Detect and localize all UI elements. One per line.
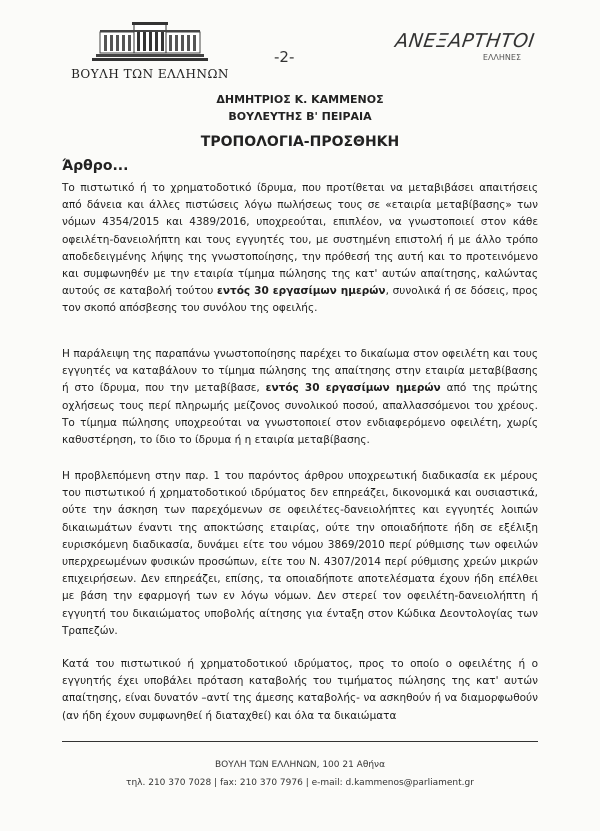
paragraph-text: Το πιστωτικό ή το χρηματοδοτικό ίδρυμα, που προτίθεται να μεταβιβάσει απαιτήσεις από δάνεια και άλλες πιστώσεις λόγω πωλήσεως τους σε «εταιρία μεταβίβασης» των νόμων 4354/2015 και 4389/2016, υποχρεούται, επιπλέον, να γνωστοποιεί στον κάθε οφειλέτη-δανειολήπτη και τους εγγυητές του, με συστημένη επιστολή ή με άλλο τρόπο αποδεδειγμένης λήψης της γνωστοποίησης, την πρόθεσή της αυτή και το προτεινόμενο και συμφωνηθέν με την εταιρία τίμημα πώλησης της κατ' αυτών απαίτησης, καλώντας αυτούς σε καταβολή τούτου [62, 182, 538, 298]
paragraph-text: , συνολικά ή σε δόσεις, προς τον σκοπό απόσβεσης του συνόλου της οφειλής. [62, 285, 538, 315]
article-heading: Άρθρο... [62, 158, 129, 174]
page-number: -2- [274, 48, 295, 66]
party-subtitle: ΕΛΛΗΝΕΣ [482, 53, 521, 62]
emphasis-text: εντός 30 εργασίμων ημερών [217, 285, 386, 298]
author-name: ΔΗΜΗΤΡΙΟΣ Κ. ΚΑΜΜΕΝΟΣ [216, 93, 384, 106]
emphasis-text: εντός 30 εργασίμων ημερών [265, 382, 441, 395]
footer-divider [62, 741, 538, 742]
footer-contact: τηλ. 210 370 7028 | fax: 210 370 7976 | e-mail: d.kammenos@parliament.gr [126, 778, 474, 788]
footer-address: ΒΟΥΛΗ ΤΩΝ ΕΛΛΗΝΩΝ, 100 21 Αθήνα [214, 760, 386, 770]
paragraph-4: Κατά του πιστωτικού ή χρηματοδοτικού ιδρύματος, προς το οποίο ο οφειλέτης ή ο εγγυητής έχει υποβάλει πρόταση καταβολής του τιμήματος πώλησης της κατ' αυτών απαίτησης, είναι δυνατόν –αντί της άμεσης καταβολής- να ασκηθούν ή να διαμορφωθούν (αν ήδη έχουν συμφωνηθεί ή διαταχθεί) και όλα τα δικαιώματα [62, 658, 538, 722]
org-name: ΒΟΥΛΗ ΤΩΝ ΕΛΛΗΝΩΝ [71, 67, 229, 81]
paragraph-1 [62, 180, 538, 318]
paragraph-text: από της πρώτης οχλήσεως τους περί πληρωμής μείζονος συνολικού ποσού, απαλλασσόμενοι του χρέους. Το τίμημα πώλησης υποχρεούται να γνωστοποιεί στον ενδιαφερόμενο οφειλέτη, χωρίς καθυστέρηση, το ίδιο το ίδρυμα ή η εταιρία μεταβίβασης. [62, 382, 538, 447]
party-name: ΑΝΕΞΑΡΤΗΤΟΙ [393, 30, 537, 52]
paragraph-text: Η παράλειψη της παραπάνω γνωστοποίησης παρέχει το δικαίωμα στον οφειλέτη και τους εγγυητές να καταβάλουν το τίμημα πώλησης της απαίτησης στην εταιρία μεταβίβασης ή στο ίδρυμα, που την μεταβίβασε, [62, 348, 538, 395]
party-logo [395, 30, 535, 62]
author-role: ΒΟΥΛΕΥΤΗΣ Β' ΠΕΙΡΑΙΑ [228, 110, 372, 123]
parliament-building-icon [90, 18, 210, 64]
document-title: ΤΡΟΠΟΛΟΓΙΑ-ΠΡΟΣΘΗΚΗ [200, 134, 400, 150]
paragraph-2 [62, 346, 538, 449]
parliament-logo [70, 18, 230, 81]
paragraph-3: Η προβλεπόμενη στην παρ. 1 του παρόντος άρθρου υποχρεωτική διαδικασία εκ μέρους του πιστωτικού ή χρηματοδοτικού ιδρύματος δεν επηρεάζει, δικονομικά και ουσιαστικά, ούτε την άσκηση των παρεχόμενων σε οφειλέτες-δανειολήπτες και εγγυητές λοιπών δικαιωμάτων έναντι της αποκτώσης εταιρίας, ούτε την οποιαδήποτε ήδη σε εξέλιξη ευρισκόμενη διαδικασία, δυνάμει είτε του νόμου 3869/2010 περί ρύθμισης των οφειλών υπερχρεωμένων φυσικών προσώπων, είτε του Ν. 4307/2014 περί ρύθμισης χρεών μικρών επιχειρήσεων. Δεν επηρεάζει, επίσης, τα οποιαδήποτε αποτελέσματα έχουν ήδη επέλθει με βάση την εφαρμογή των εν λόγω νόμων. Δεν στερεί τον οφειλέτη-δανειολήπτη ή εγγυητή του δικαιώματος υποβολής αίτησης για ένταξη στον Κώδικα Δεοντολογίας των Τραπεζών. [62, 470, 538, 637]
